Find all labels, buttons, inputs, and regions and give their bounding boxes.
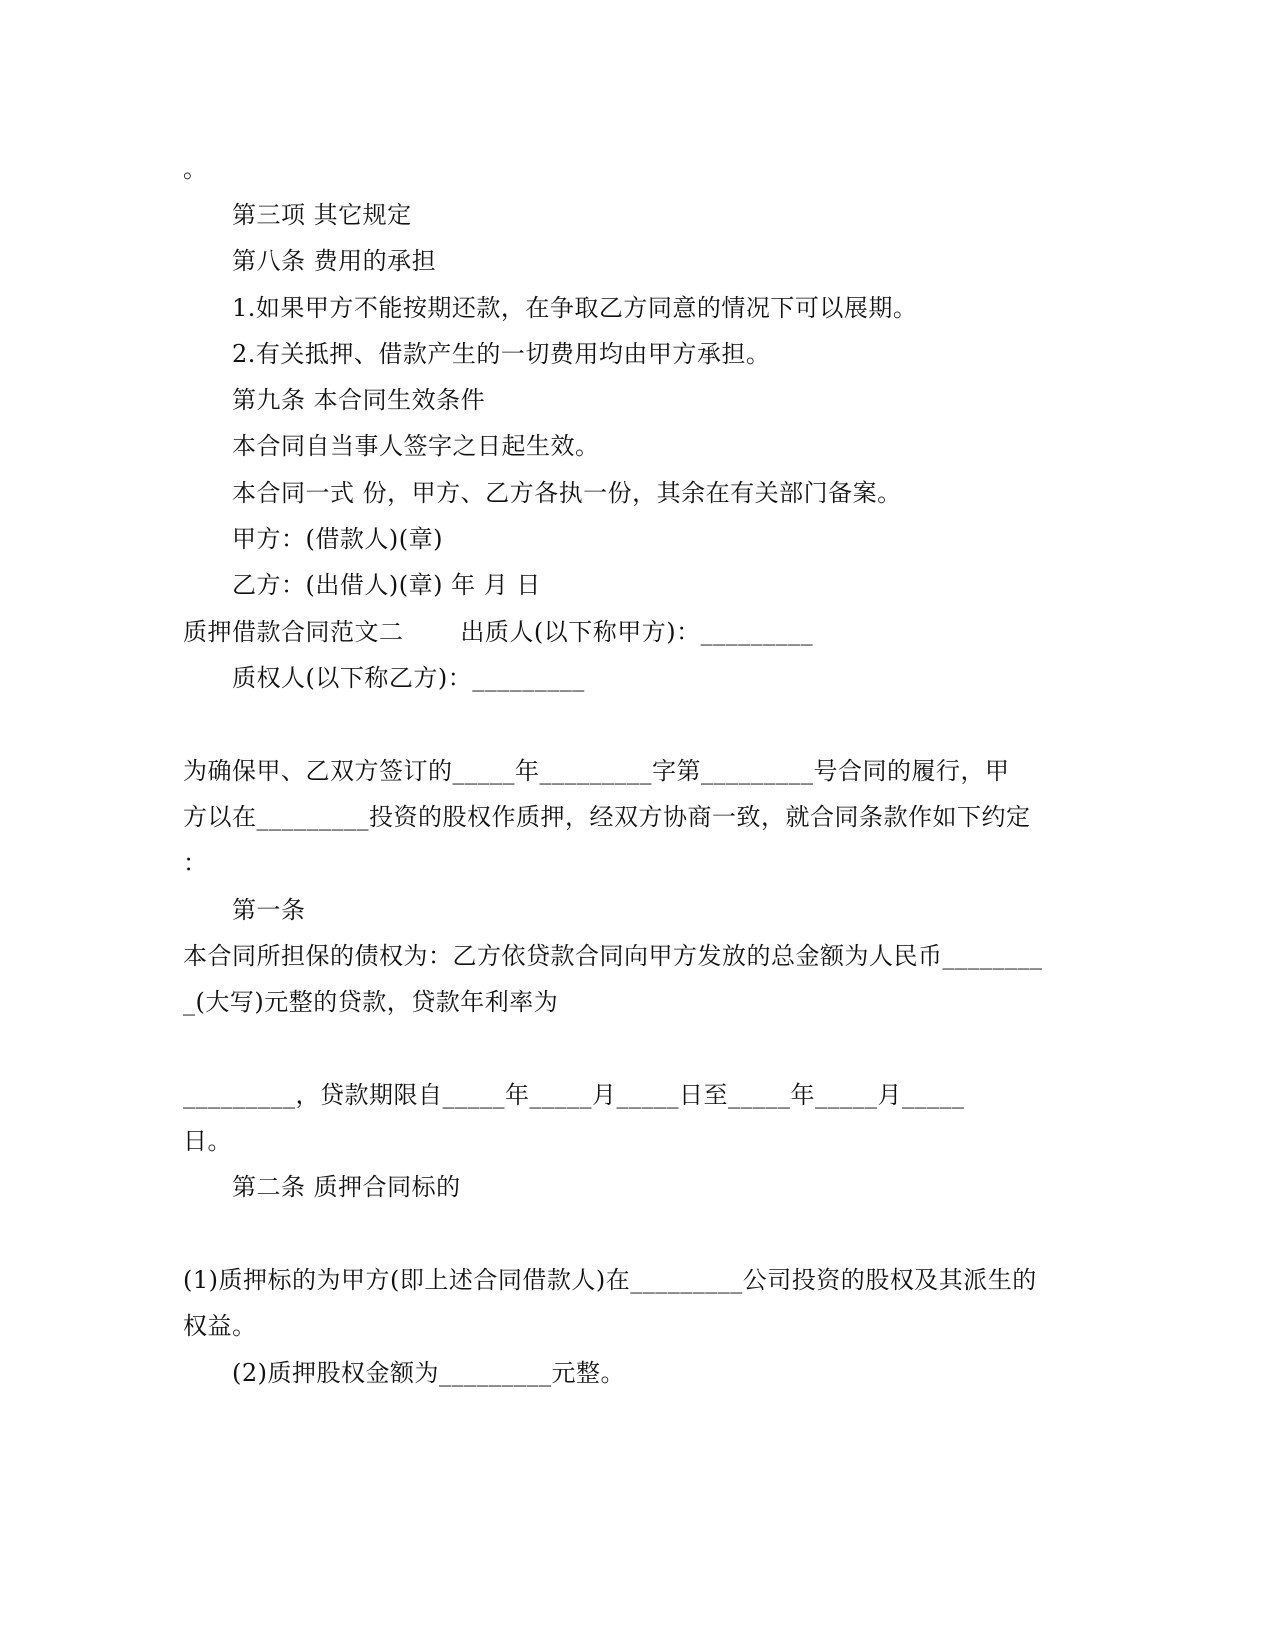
text-line: 。 bbox=[183, 155, 208, 183]
section-heading: 第三项 其它规定 bbox=[232, 201, 412, 229]
text-line: (1)质押标的为甲方(即上述合同借款人)在_________公司投资的股权及其派生的 bbox=[183, 1266, 1037, 1294]
signature-line: 乙方：(出借人)(章) 年 月 日 bbox=[232, 571, 541, 599]
text-line: _(大写)元整的贷款，贷款年利率为 bbox=[183, 988, 559, 1016]
text-line: 本合同自当事人签字之日起生效。 bbox=[232, 432, 600, 460]
text-line: 本合同所担保的债权为：乙方依贷款合同向甲方发放的总金额为人民币________ bbox=[183, 942, 1043, 970]
signature-line: 甲方：(借款人)(章) bbox=[232, 525, 443, 553]
text-line: 质权人(以下称乙方)：_________ bbox=[232, 664, 585, 692]
text-line: 日。 bbox=[183, 1127, 232, 1155]
article-heading: 第二条 质押合同标的 bbox=[232, 1173, 461, 1201]
text-line: 为确保甲、乙双方签订的_____年_________字第_________号合同的履行，甲 bbox=[183, 757, 1010, 785]
text-line: 方以在_________投资的股权作质押，经双方协商一致，就合同条款作如下约定 bbox=[183, 803, 1031, 831]
text-line: 2.有关抵押、借款产生的一切费用均由甲方承担。 bbox=[232, 340, 771, 368]
document-title-line: 质押借款合同范文二 出质人(以下称甲方)：_________ bbox=[183, 618, 814, 646]
article-heading: 第八条 费用的承担 bbox=[232, 247, 437, 275]
text-line: 1.如果甲方不能按期还款，在争取乙方同意的情况下可以展期。 bbox=[232, 294, 918, 322]
article-heading: 第一条 bbox=[232, 896, 306, 924]
text-line: _________，贷款期限自_____年_____月_____日至_____年_____月_____ bbox=[183, 1081, 965, 1109]
text-line: (2)质押股权金额为_________元整。 bbox=[232, 1359, 625, 1387]
text-line: ： bbox=[183, 849, 208, 877]
text-line: 权益。 bbox=[183, 1312, 257, 1340]
text-line: 本合同一式 份，甲方、乙方各执一份，其余在有关部门备案。 bbox=[232, 479, 902, 507]
article-heading: 第九条 本合同生效条件 bbox=[232, 386, 486, 414]
